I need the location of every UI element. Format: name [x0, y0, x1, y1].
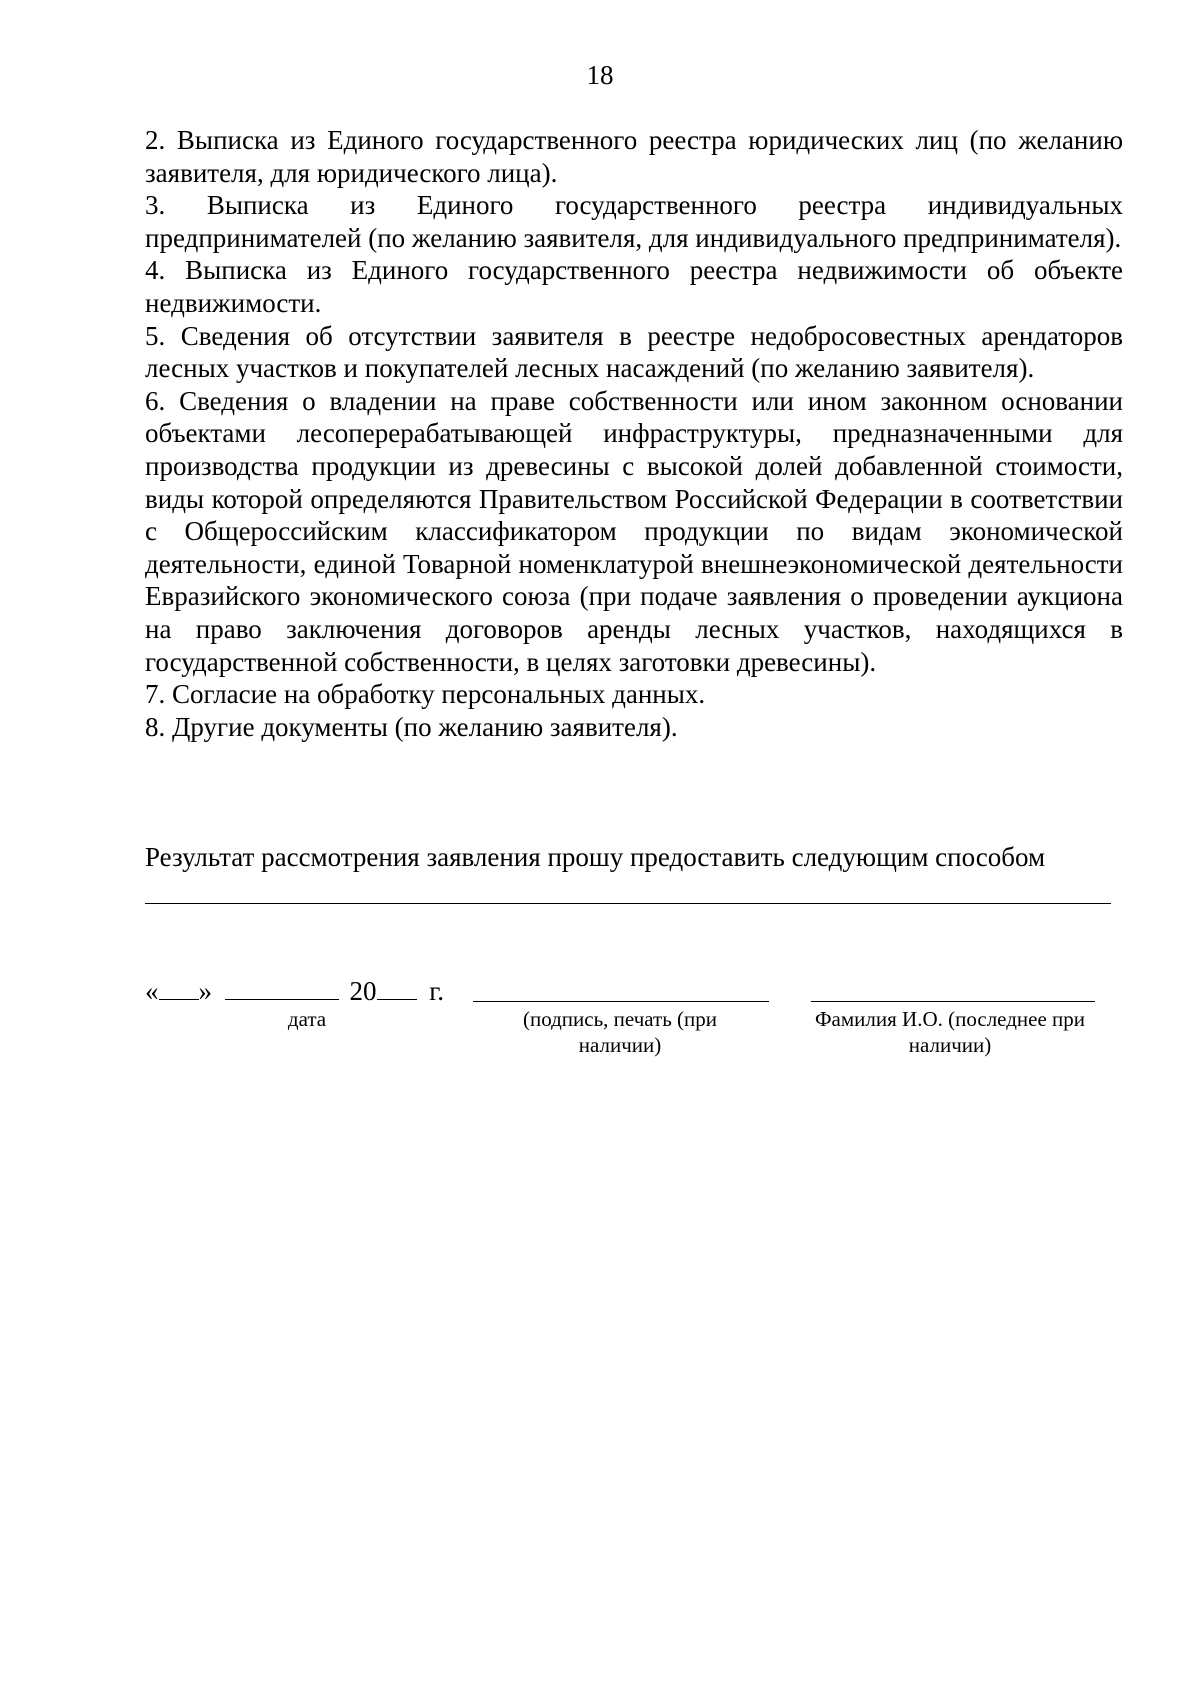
- month-field[interactable]: [225, 973, 339, 1000]
- date-caption: дата: [287, 1007, 327, 1031]
- name-caption: Фамилия И.О. (последнее при наличии): [814, 1007, 1086, 1057]
- signature-caption: (подпись, печать (при наличии): [522, 1007, 718, 1057]
- date-row: [145, 973, 444, 1007]
- page-number: 18: [586, 60, 614, 90]
- list-item: 7. Согласие на обработку персональных данных.: [145, 679, 706, 710]
- year-suffix: г.: [429, 976, 445, 1006]
- list-item: 3. Выписка из Единого государственного реестра индивидуальных предпринимателей (по желанию заявителя, для индивидуального предпринимателя).: [145, 190, 1123, 253]
- result-method-text: Результат рассмотрения заявления прошу предоставить следующим способом: [145, 842, 1046, 872]
- document-list: [145, 124, 1123, 743]
- list-item: 5. Сведения об отсутствии заявителя в реестре недобросовестных арендаторов лесных участков и покупателей лесных насаждений (по желанию заявителя).: [145, 320, 1123, 384]
- quote-open: «: [145, 976, 159, 1006]
- year-field[interactable]: [377, 973, 417, 1000]
- result-method-field[interactable]: [145, 903, 1111, 904]
- signature-field[interactable]: [473, 1001, 769, 1002]
- quote-close: »: [198, 976, 212, 1006]
- list-item: 6. Сведения о владении на праве собственности или ином законном основании объектами лесоперерабатывающей инфраструктуры, предназначенными для производства продукции из древесины с высокой долей добавленной стоимости, виды которой определяются Правительством Российской Федерации в соответствии с Общероссийским классификатором продукции по видам экономической деятельности, единой Товарной номенклатурой внешнеэкономической деятельности Евразийского экономического союза (при подаче заявления о проведении аукциона на право заключения договоров аренды лесных участков, находящихся в государственной собственности, в целях заготовки древесины).: [145, 385, 1123, 677]
- list-item: 4. Выписка из Единого государственного реестра недвижимости об объекте недвижимости.: [145, 255, 1123, 318]
- day-field[interactable]: [159, 973, 199, 1000]
- list-item: 2. Выписка из Единого государственного реестра юридических лиц (по желанию заявителя, для юридического лица).: [145, 125, 1123, 188]
- year-prefix: 20: [349, 976, 377, 1006]
- full-name-field[interactable]: [811, 1001, 1095, 1002]
- list-item: 8. Другие документы (по желанию заявителя).: [145, 711, 678, 742]
